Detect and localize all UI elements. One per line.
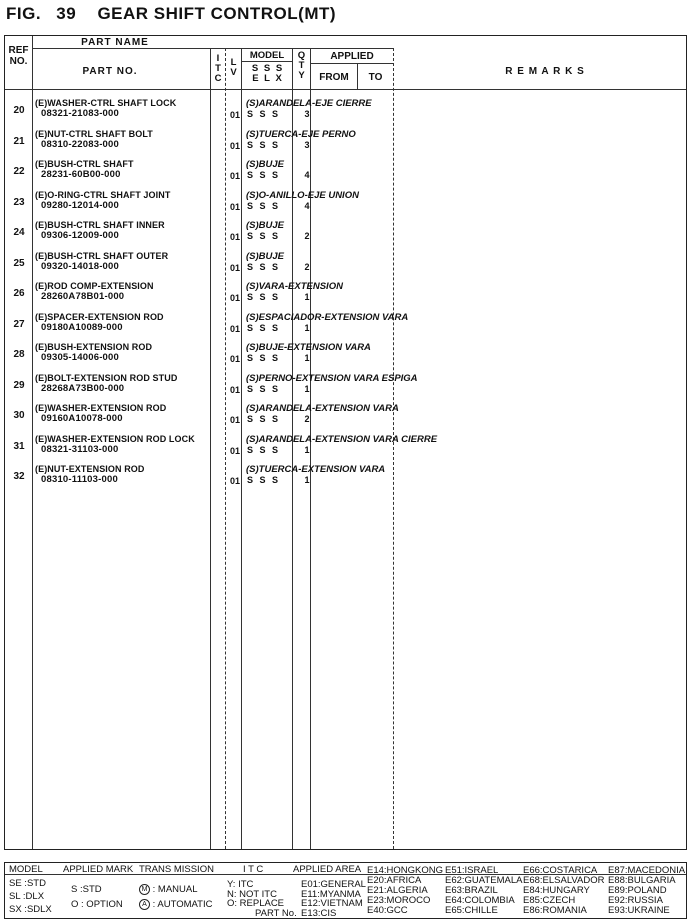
ref-number: 24 <box>13 227 25 238</box>
quantity: 1 <box>304 444 310 455</box>
table-row <box>5 249 688 279</box>
ref-number: 32 <box>13 471 25 482</box>
model-code-s1: S <box>251 63 259 74</box>
area-e01: E01:GENERAL <box>301 879 366 890</box>
legend-area-heading: APPLIED AREA <box>293 864 362 875</box>
ref-header-line1: REF <box>8 45 29 56</box>
quantity: 3 <box>304 139 310 150</box>
area-e11: E11:MYANMA <box>301 888 361 900</box>
figure-title <box>6 4 336 24</box>
legend-mark-option: O : OPTION <box>71 899 123 910</box>
table-row <box>5 462 688 492</box>
area-e20: E20:AFRICA <box>367 875 422 886</box>
quantity: 1 <box>304 292 310 302</box>
quantity: 4 <box>304 170 310 180</box>
quantity: 2 <box>304 414 310 424</box>
area-e12: E12:VIETNAM <box>301 898 363 909</box>
applied-header: APPLIED <box>330 51 374 62</box>
spanish-name: (S)ESPACIADOR-EXTENSION VARA <box>246 311 409 323</box>
area-e68: E68:ELSALVADOR <box>523 875 605 886</box>
part-name: (E)WASHER-EXTENSION ROD LOCK <box>35 433 195 444</box>
part-name: (E)BUSH-EXTENSION ROD <box>35 342 153 352</box>
legend-mark-std: S :STD <box>71 884 102 895</box>
area-e85: E85:CZECH <box>523 895 576 906</box>
ref-number: 26 <box>13 288 25 299</box>
quantity: 2 <box>304 231 310 241</box>
spanish-name: (S)ARANDELA-EXTENSION VARA <box>246 403 399 414</box>
lv-l: L <box>230 57 237 68</box>
itc-i: I <box>216 53 220 64</box>
spanish-name: (S)TUERCA-EXTENSION VARA <box>246 464 386 475</box>
part-number: 08321-21083-000 <box>41 108 120 119</box>
parts-table <box>4 35 687 850</box>
ref-number: 30 <box>13 410 25 421</box>
model-applicability: S S S <box>247 109 279 119</box>
part-name: (E)WASHER-CTRL SHAFT LOCK <box>35 98 177 108</box>
header-line-applied <box>311 63 393 64</box>
part-name: (E)BUSH-CTRL SHAFT INNER <box>35 220 165 230</box>
lv-value: 01 <box>230 384 241 395</box>
legend-model-se: SE :STD <box>9 878 46 889</box>
part-number: 28231-60B00-000 <box>41 169 121 180</box>
legend-itc-y: Y: ITC <box>227 879 254 890</box>
qty-header <box>293 51 310 81</box>
lv-value: 01 <box>230 323 241 334</box>
qty-y: Y <box>298 70 305 81</box>
legend <box>4 862 687 919</box>
part-number: 08310-22083-000 <box>41 138 120 150</box>
itc-t: T <box>215 63 221 74</box>
model-applicability: S S S <box>247 414 279 424</box>
area-e66: E66:COSTARICA <box>523 865 598 876</box>
lv-value: 01 <box>230 293 241 303</box>
part-number: 08321-31103-000 <box>41 443 119 455</box>
table-row <box>5 310 688 340</box>
manual-icon: M <box>139 884 150 895</box>
area-e88: E88:BULGARIA <box>608 875 676 886</box>
model-applicability: S S S <box>247 200 279 211</box>
area-e13: E13:CIS <box>301 907 337 919</box>
legend-itc <box>227 880 297 918</box>
lv-value: 01 <box>230 232 241 242</box>
table-row <box>5 432 688 462</box>
table-row <box>5 340 688 370</box>
fig-number: 39 <box>56 4 77 23</box>
model-applicability: S S S <box>247 170 279 180</box>
part-name-header: PART NAME <box>81 37 149 48</box>
lv-value: 01 <box>230 445 241 456</box>
part-number: 09180A10089-000 <box>41 321 123 333</box>
legend-trans-auto <box>139 897 212 912</box>
lv-value: 01 <box>230 476 241 486</box>
area-e62: E62:GUATEMALA <box>445 875 523 886</box>
legend-areas-col2 <box>367 866 443 916</box>
ref-number: 27 <box>13 318 25 330</box>
ref-number: 22 <box>13 166 25 177</box>
area-e84: E84:HUNGARY <box>523 885 590 896</box>
part-number: 09320-14018-000 <box>41 260 120 272</box>
area-e51: E51:ISRAEL <box>445 865 499 876</box>
part-name: (E)NUT-EXTENSION ROD <box>35 464 145 474</box>
part-name: (E)SPACER-EXTENSION ROD <box>35 311 164 322</box>
table-row <box>5 371 688 401</box>
ref-number: 28 <box>13 349 25 360</box>
area-e64: E64:COLOMBIA <box>445 895 515 906</box>
spanish-name: (S)BUJE <box>246 220 285 231</box>
table-row <box>5 401 688 431</box>
area-e23: E23:MOROCO <box>367 895 431 906</box>
legend-areas-col1 <box>301 880 366 918</box>
lv-value: 01 <box>230 201 241 212</box>
lv-value: 01 <box>230 262 241 273</box>
legend-applied-mark-heading: APPLIED MARK <box>63 864 134 875</box>
remarks-header: R E M A R K S <box>505 66 585 77</box>
model-applicability: S S S <box>247 261 279 272</box>
area-e93: E93:UKRAINE <box>608 905 670 916</box>
model-codes-bottom <box>242 74 292 84</box>
part-number: 09160A10078-000 <box>41 413 123 424</box>
model-code-e: E <box>252 73 259 84</box>
legend-areas-col3 <box>445 866 522 916</box>
header-bottom-line <box>5 89 686 90</box>
spanish-name: (S)PERNO-EXTENSION VARA ESPIGA <box>246 372 418 384</box>
legend-trans-manual <box>139 882 212 897</box>
lv-header <box>226 58 241 78</box>
ref-number: 20 <box>13 105 25 116</box>
model-applicability: S S S <box>247 322 279 333</box>
legend-model-heading: MODEL <box>9 864 43 875</box>
legend-areas-col5 <box>608 866 685 916</box>
quantity: 1 <box>304 383 310 394</box>
legend-model-sl: SL :DLX <box>9 891 45 902</box>
part-name: (E)BUSH-CTRL SHAFT OUTER <box>35 250 169 261</box>
lv-value: 01 <box>230 110 241 120</box>
quantity: 4 <box>304 200 310 211</box>
table-row <box>5 127 688 157</box>
spanish-name: (S)VARA-EXTENSION <box>246 281 343 292</box>
lv-value: 01 <box>230 415 241 425</box>
header-line-model <box>242 61 292 62</box>
legend-trans-heading: TRANS MISSION <box>139 864 214 875</box>
part-name: (E)NUT-CTRL SHAFT BOLT <box>35 128 153 139</box>
legend-trans <box>139 882 212 912</box>
lv-value: 01 <box>230 140 241 151</box>
spanish-name: (S)TUERCA-EJE PERNO <box>246 128 356 140</box>
part-number: 09306-12009-000 <box>41 230 120 241</box>
part-number: 08310-11103-000 <box>41 474 118 485</box>
legend-models <box>9 877 52 916</box>
part-number: 28260A78B01-000 <box>41 291 125 302</box>
lv-value: 01 <box>230 171 241 181</box>
model-code-l: L <box>264 73 270 84</box>
part-name: (E)BUSH-CTRL SHAFT <box>35 159 134 169</box>
part-number: 28268A73B00-000 <box>41 382 125 394</box>
ref-number: 23 <box>13 196 25 208</box>
area-e92: E92:RUSSIA <box>608 895 663 906</box>
legend-itc-o: O: REPLACE <box>227 898 285 909</box>
spanish-name: (S)BUJE <box>246 250 285 262</box>
ref-number: 31 <box>13 440 25 452</box>
quantity: 2 <box>304 261 310 272</box>
ref-number: 29 <box>13 379 25 391</box>
from-header: FROM <box>319 72 349 83</box>
spanish-name: (S)O-ANILLO-EJE UNION <box>246 189 359 201</box>
model-header: MODEL <box>249 50 285 61</box>
area-e86: E86:ROMANIA <box>523 905 587 916</box>
model-codes <box>242 64 292 84</box>
model-code-x: X <box>275 73 282 84</box>
spanish-name: (S)BUJE <box>246 159 285 170</box>
part-name: (E)O-RING-CTRL SHAFT JOINT <box>35 189 171 200</box>
table-row <box>5 188 688 218</box>
part-name: (E)ROD COMP-EXTENSION <box>35 281 154 291</box>
model-code-s3: S <box>275 63 283 74</box>
fig-label: FIG. <box>6 4 42 23</box>
model-applicability: S S S <box>247 444 279 455</box>
quantity: 3 <box>304 109 310 119</box>
model-applicability: S S S <box>247 231 279 241</box>
part-name: (E)WASHER-EXTENSION ROD <box>35 403 167 413</box>
spanish-name: (S)ARANDELA-EXTENSION VARA CIERRE <box>246 433 438 445</box>
legend-itc-n: N: NOT ITC <box>227 888 277 900</box>
model-applicability: S S S <box>247 292 279 302</box>
spanish-name: (S)BUJE-EXTENSION VARA <box>246 342 371 353</box>
model-applicability: S S S <box>247 139 279 150</box>
legend-model-sx: SX :SDLX <box>9 904 52 915</box>
to-header: TO <box>368 72 383 83</box>
legend-itc-heading: I T C <box>243 864 264 875</box>
area-e63: E63:BRAZIL <box>445 885 498 896</box>
automatic-icon: A <box>139 899 150 910</box>
lv-value: 01 <box>230 354 241 364</box>
legend-trans-auto-label: : AUTOMATIC <box>152 899 213 910</box>
ref-number: 21 <box>13 135 25 147</box>
area-e89: E89:POLAND <box>608 885 667 896</box>
quantity: 1 <box>304 322 310 333</box>
itc-c: C <box>214 73 222 84</box>
legend-areas-col4 <box>523 866 605 916</box>
legend-itc-partno: PART No. <box>255 907 297 919</box>
spanish-name: (S)ARANDELA-EJE CIERRE <box>246 98 372 109</box>
part-number: 09305-14006-000 <box>41 352 120 363</box>
legend-marks <box>71 882 123 912</box>
legend-trans-manual-label: : MANUAL <box>152 884 198 895</box>
model-code-s2: S <box>263 63 271 74</box>
qty-q: Q <box>297 50 306 61</box>
table-row <box>5 96 688 126</box>
itc-header <box>211 54 225 84</box>
model-applicability: S S S <box>247 353 279 363</box>
table-row <box>5 279 688 309</box>
area-e40: E40:GCC <box>367 905 408 916</box>
ref-header-line2: NO. <box>9 56 28 67</box>
fig-name: GEAR SHIFT CONTROL(MT) <box>97 4 337 23</box>
model-applicability: S S S <box>247 383 279 394</box>
part-name: (E)BOLT-EXTENSION ROD STUD <box>35 372 178 383</box>
part-no-header: PART NO. <box>82 66 138 77</box>
model-applicability: S S S <box>247 475 279 485</box>
table-row <box>5 218 688 248</box>
area-e65: E65:CHILLE <box>445 905 498 916</box>
quantity: 1 <box>304 475 310 485</box>
area-e14: E14:HONGKONG <box>367 865 444 876</box>
lv-v: V <box>230 67 237 78</box>
qty-t: T <box>298 60 305 71</box>
part-number: 09280-12014-000 <box>41 199 120 211</box>
area-e87: E87:MACEDONIA <box>608 865 686 876</box>
table-row <box>5 157 688 187</box>
area-e21: E21:ALGERIA <box>367 885 428 896</box>
header-line-partname <box>32 48 393 49</box>
ref-number: 25 <box>13 257 25 269</box>
ref-header <box>5 45 32 67</box>
quantity: 1 <box>304 353 310 363</box>
